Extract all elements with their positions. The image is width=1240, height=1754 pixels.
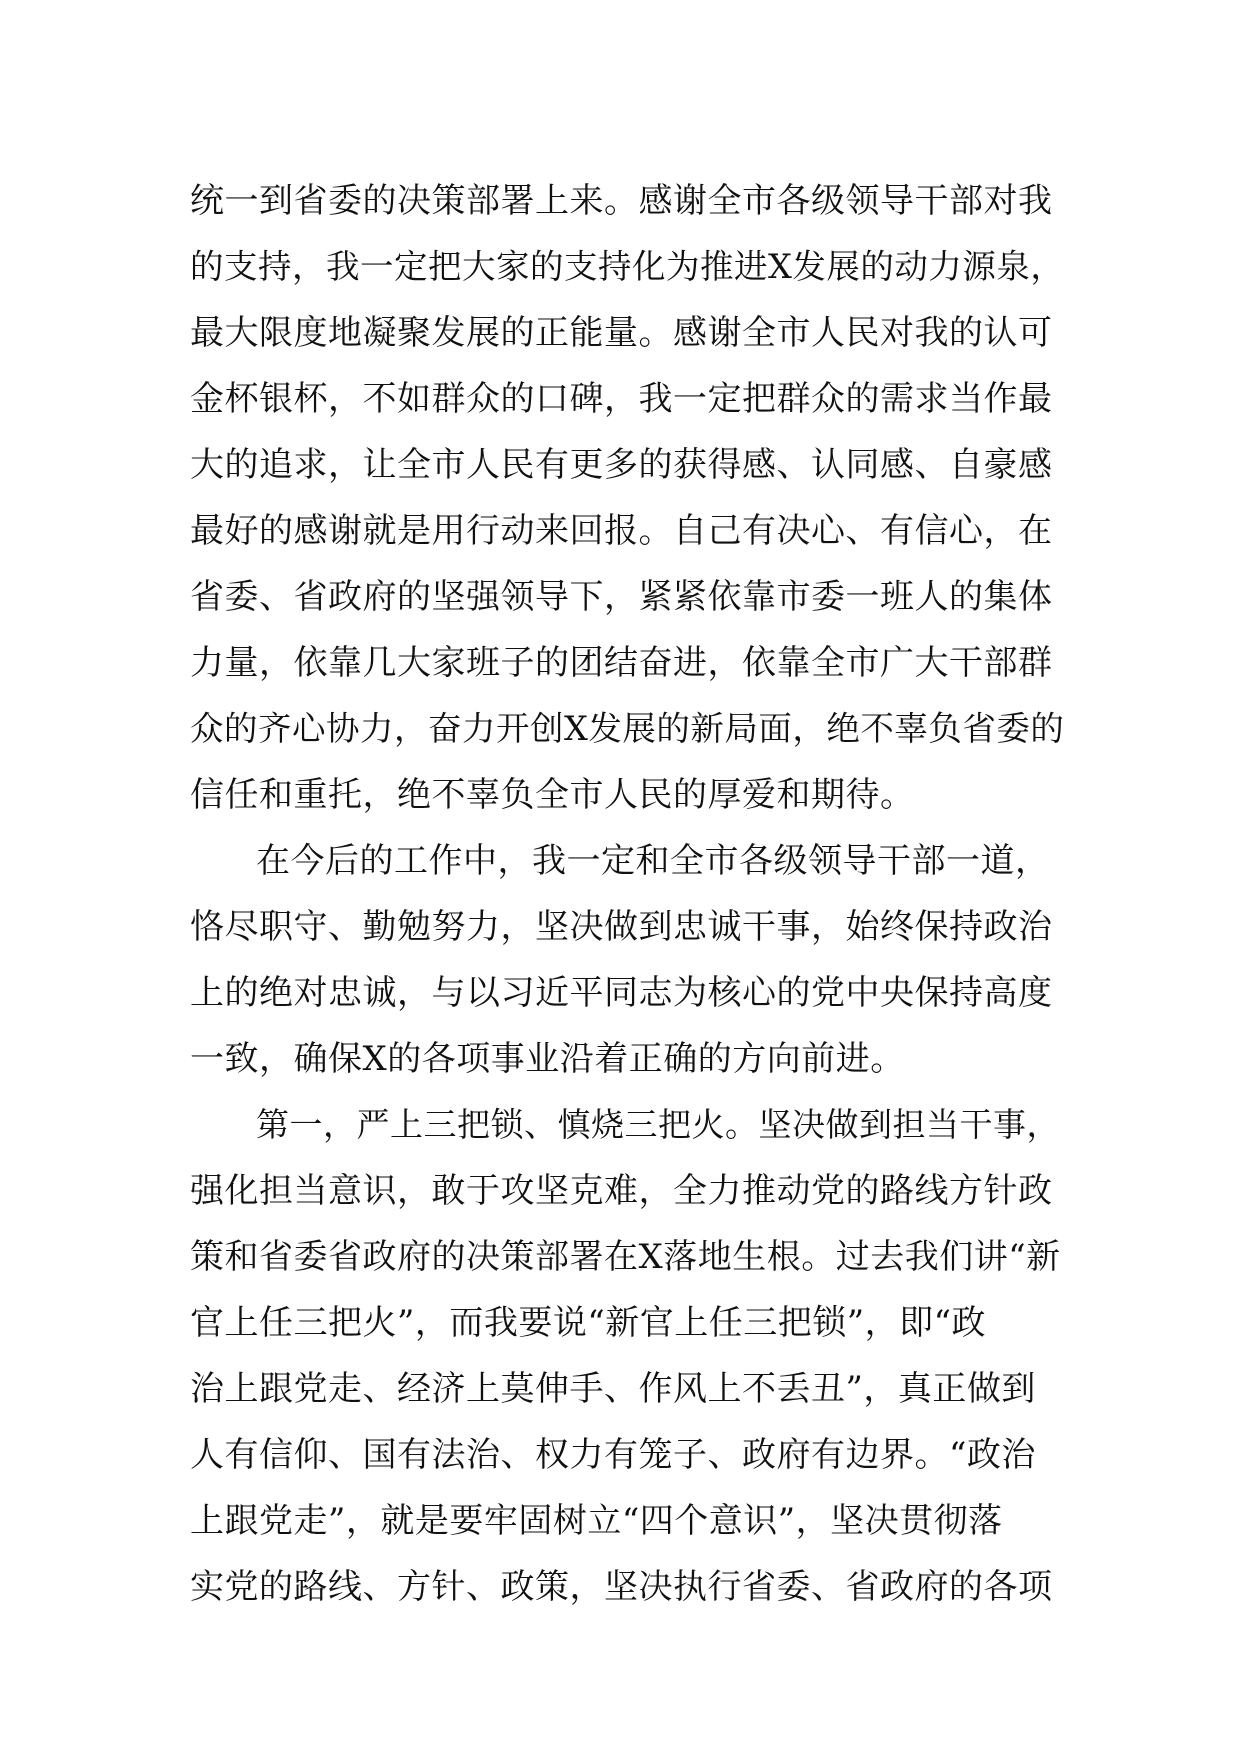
text-line: 人有信仰、国有法治、权力有笼子、政府有边界。“政治 bbox=[190, 1435, 1036, 1475]
text-line: 恪尽职守、勤勉努力，坚决做到忠诚干事，始终保持政治 bbox=[190, 907, 1053, 947]
text-line: 强化担当意识，敢于攻坚克难，全力推动党的路线方针政 bbox=[190, 1171, 1053, 1211]
text-line: 金杯银杯，不如群众的口碑，我一定把群众的需求当作最 bbox=[190, 379, 1053, 419]
text-line: 最好的感谢就是用行动来回报。自己有决心、有信心，在 bbox=[190, 511, 1053, 551]
text-line: 治上跟党走、经济上莫伸手、作风上不丢丑”，真正做到 bbox=[190, 1369, 1036, 1409]
text-line: 力量，依靠几大家班子的团结奋进，依靠全市广大干部群 bbox=[190, 643, 1053, 683]
text-line: 上的绝对忠诚，与以习近平同志为核心的党中央保持高度 bbox=[190, 973, 1053, 1013]
text-line: 官上任三把火”，而我要说“新官上任三把锁”，即“政 bbox=[190, 1303, 987, 1343]
text-line: 的支持，我一定把大家的支持化为推进X发展的动力源泉， bbox=[190, 247, 1065, 286]
text-line: 统一到省委的决策部署上来。感谢全市各级领导干部对我 bbox=[190, 181, 1053, 221]
document-body bbox=[190, 168, 1070, 1620]
text-line: 一致，确保X的各项事业沿着正确的方向前进。 bbox=[190, 1039, 905, 1079]
text-line: 上跟党走”，就是要牢固树立“四个意识”，坚决贯彻落 bbox=[190, 1501, 1003, 1541]
text-line: 在今后的工作中，我一定和全市各级领导干部一道， bbox=[256, 841, 1050, 881]
text-line: 信任和重托，绝不辜负全市人民的厚爱和期待。 bbox=[190, 775, 915, 815]
text-line: 众的齐心协力，奋力开创X发展的新局面，绝不辜负省委的 bbox=[190, 709, 1065, 748]
text-line: 第一，严上三把锁、慎烧三把火。坚决做到担当干事， bbox=[256, 1105, 1060, 1144]
text-line: 最大限度地凝聚发展的正能量。感谢全市人民对我的认可 bbox=[190, 313, 1053, 353]
text-line: 实党的路线、方针、政策，坚决执行省委、省政府的各项 bbox=[190, 1567, 1053, 1607]
text-line: 策和省委省政府的决策部署在X落地生根。过去我们讲“新 bbox=[190, 1237, 1061, 1277]
text-line: 省委、省政府的坚强领导下，紧紧依靠市委一班人的集体 bbox=[190, 577, 1053, 617]
text-line: 大的追求，让全市人民有更多的获得感、认同感、自豪感 bbox=[190, 445, 1053, 485]
